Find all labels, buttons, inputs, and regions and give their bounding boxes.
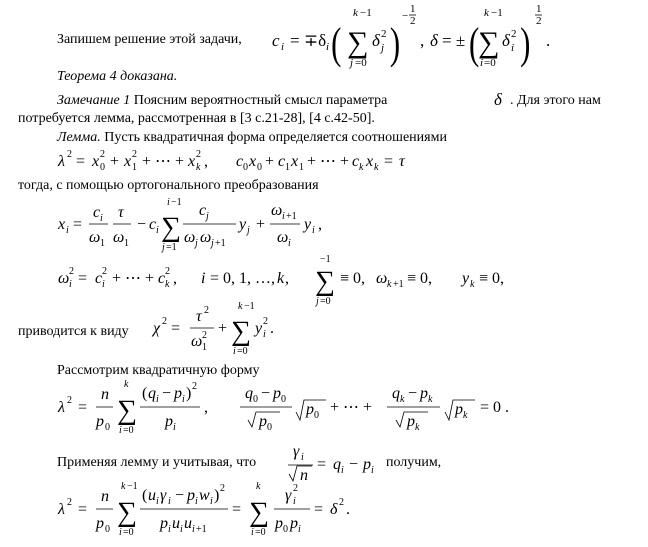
- svg-text:k: k: [238, 301, 243, 312]
- obtain-text: получим,: [386, 455, 442, 470]
- svg-text:p: p: [290, 515, 298, 532]
- svg-text:p: p: [259, 413, 267, 430]
- svg-text:c: c: [352, 153, 360, 170]
- svg-text:): ): [186, 385, 192, 402]
- svg-text:i: i: [167, 197, 170, 208]
- svg-text:2: 2: [220, 483, 225, 494]
- svg-text:0: 0: [267, 422, 272, 433]
- svg-text:(: (: [469, 19, 480, 69]
- svg-text:=: =: [171, 320, 181, 337]
- formula-delta: [430, 3, 550, 69]
- svg-text:= ±: = ±: [442, 31, 466, 50]
- svg-text:j: j: [247, 225, 250, 236]
- formula-ci: [272, 3, 424, 69]
- svg-text:p: p: [455, 401, 463, 418]
- svg-text:i: i: [156, 225, 159, 236]
- svg-text:,: ,: [318, 216, 322, 233]
- svg-text:i: i: [312, 225, 315, 236]
- svg-text:,: ,: [204, 153, 208, 170]
- svg-text:2: 2: [67, 395, 72, 406]
- svg-text:i: i: [371, 465, 374, 476]
- svg-text:+1: +1: [393, 279, 404, 290]
- svg-text:i: i: [233, 346, 236, 357]
- svg-text:∑: ∑: [161, 212, 181, 243]
- svg-text:i: i: [66, 225, 69, 236]
- svg-text:i: i: [100, 213, 103, 224]
- svg-text:2: 2: [511, 28, 517, 40]
- svg-text:p: p: [96, 413, 104, 430]
- svg-text:−1: −1: [320, 254, 331, 265]
- svg-text:n: n: [101, 488, 109, 505]
- svg-text:y: y: [239, 216, 247, 233]
- svg-text:2: 2: [67, 497, 72, 508]
- svg-text:−: −: [349, 456, 359, 473]
- svg-text:u: u: [172, 515, 180, 532]
- svg-text:1: 1: [285, 162, 290, 173]
- svg-text:0: 0: [314, 410, 319, 421]
- svg-text:γ: γ: [293, 443, 300, 460]
- svg-text:i: i: [201, 270, 206, 287]
- svg-text:−: −: [261, 385, 271, 402]
- svg-text:=0: =0: [237, 346, 248, 357]
- svg-text:=: =: [78, 270, 88, 287]
- ortho-text: тогда, с помощью ортогонального преобразования: [18, 178, 319, 193]
- svg-text:i: i: [173, 422, 176, 433]
- svg-text:=0: =0: [320, 296, 331, 307]
- svg-text:0: 0: [105, 422, 110, 433]
- svg-text:= 0, 1, …,: = 0, 1, …,: [210, 270, 276, 287]
- svg-text:0: 0: [105, 524, 110, 535]
- svg-text:=0: =0: [484, 57, 496, 69]
- svg-text:,: ,: [285, 270, 289, 287]
- svg-text:i: i: [168, 496, 171, 507]
- svg-text:p: p: [187, 487, 195, 504]
- lemma-line: [57, 129, 447, 146]
- formula-omega: [58, 254, 504, 307]
- svg-text:ω: ω: [58, 270, 70, 287]
- svg-text:x: x: [291, 153, 299, 170]
- svg-text:ω: ω: [376, 270, 388, 287]
- svg-text:=1: =1: [166, 242, 177, 253]
- svg-text:−: −: [162, 385, 172, 402]
- svg-text:(: (: [142, 487, 148, 504]
- svg-text:−1: −1: [360, 7, 372, 19]
- svg-text:i: i: [168, 524, 171, 535]
- svg-text:p: p: [407, 413, 415, 430]
- remark-line-end: . Для этого нам: [510, 93, 601, 108]
- svg-text:1: 1: [202, 342, 207, 353]
- svg-text:k: k: [428, 394, 433, 405]
- svg-text:+: +: [256, 216, 266, 233]
- svg-text:1: 1: [124, 238, 129, 249]
- formula-lambda-def: [57, 149, 406, 173]
- svg-text:i: i: [293, 496, 296, 507]
- svg-text:+1: +1: [215, 238, 226, 249]
- svg-text:(: (: [331, 19, 342, 69]
- svg-text:p: p: [96, 515, 104, 532]
- svg-text:2: 2: [162, 316, 167, 327]
- svg-text:−1: −1: [127, 481, 138, 492]
- svg-text:−: −: [175, 487, 185, 504]
- svg-text:= 0 .: = 0 .: [480, 399, 510, 416]
- svg-text:p: p: [165, 413, 173, 430]
- svg-text:x: x: [188, 153, 196, 170]
- svg-text:k: k: [470, 279, 475, 290]
- svg-text:=: =: [314, 501, 324, 518]
- svg-text:j: j: [195, 238, 198, 249]
- svg-text:ω: ω: [191, 333, 203, 350]
- svg-text:i: i: [192, 524, 195, 535]
- svg-text:p: p: [174, 385, 182, 402]
- applying-text: Применяя лемму и учитывая, что: [57, 455, 257, 470]
- svg-text:p: p: [273, 385, 281, 402]
- formula-chi: [151, 301, 274, 357]
- formula-transform: [57, 197, 322, 253]
- remark-label: Замечание 1: [57, 93, 131, 108]
- svg-text:γ: γ: [160, 487, 167, 504]
- svg-text:λ: λ: [58, 153, 65, 170]
- svg-text:=: =: [73, 216, 83, 233]
- svg-text:0: 0: [257, 162, 262, 173]
- svg-text:k: k: [359, 162, 364, 173]
- svg-text:p: p: [306, 401, 314, 418]
- remark-text: Поясним вероятностный смысл параметра: [130, 93, 388, 108]
- svg-text:∑: ∑: [117, 395, 137, 426]
- svg-text:0: 0: [281, 394, 286, 405]
- lemma-text: Пусть квадратичная форма определяется соотношениями: [100, 130, 447, 145]
- svg-text:i: i: [156, 496, 159, 507]
- svg-text:,: ,: [204, 399, 208, 416]
- svg-text:.: .: [546, 31, 551, 50]
- svg-text:,: ,: [420, 31, 425, 50]
- svg-text:2: 2: [202, 330, 207, 341]
- svg-text:j: j: [350, 57, 354, 69]
- svg-text:c: c: [236, 153, 244, 170]
- svg-text:c: c: [95, 270, 103, 287]
- solution-intro: Запишем решение этой задачи,: [57, 32, 242, 47]
- formula-gamma: [288, 443, 374, 484]
- lemma-label: Лемма.: [57, 130, 101, 145]
- svg-text:p: p: [363, 456, 371, 473]
- svg-text:k: k: [400, 394, 405, 405]
- svg-text:u: u: [148, 487, 156, 504]
- svg-text:.: .: [270, 320, 274, 337]
- svg-text:k: k: [484, 7, 489, 19]
- svg-text:+ ⋯ +: + ⋯ +: [112, 270, 155, 287]
- svg-text:−1: −1: [171, 197, 182, 208]
- svg-text:x: x: [366, 153, 374, 170]
- svg-text:∑: ∑: [478, 26, 500, 59]
- svg-text:≡ 0,: ≡ 0,: [340, 270, 366, 287]
- svg-text:+ ⋯ +: + ⋯ +: [330, 399, 373, 416]
- formula-final: [57, 481, 350, 538]
- svg-text:k: k: [121, 481, 126, 492]
- svg-text:i: i: [182, 394, 185, 405]
- svg-text:j: j: [316, 296, 319, 307]
- svg-text:=0: =0: [355, 57, 367, 69]
- svg-text:τ: τ: [196, 308, 202, 325]
- svg-text:c: c: [93, 204, 101, 221]
- svg-text:τ: τ: [118, 204, 124, 221]
- svg-text:): ): [520, 19, 531, 69]
- consider-text: Рассмотрим квадратичную форму: [57, 363, 260, 378]
- svg-text:2: 2: [410, 15, 416, 27]
- svg-text:+1: +1: [286, 211, 297, 222]
- svg-text:+ ⋯ +: + ⋯ +: [307, 153, 350, 170]
- svg-text:j: j: [381, 42, 385, 54]
- svg-text:=0: =0: [123, 425, 134, 436]
- svg-text:i: i: [301, 452, 304, 463]
- svg-text:=0: =0: [255, 527, 266, 538]
- svg-text:i: i: [288, 238, 291, 249]
- svg-text:δ: δ: [502, 31, 510, 50]
- reduces-text: приводится к виду: [18, 324, 129, 339]
- svg-text:1: 1: [100, 238, 105, 249]
- svg-text:q: q: [148, 385, 156, 402]
- svg-text:1: 1: [299, 162, 304, 173]
- svg-text:k: k: [374, 162, 379, 173]
- svg-text:2: 2: [69, 266, 74, 277]
- svg-text:δ: δ: [430, 31, 438, 50]
- svg-text:−1: −1: [244, 301, 255, 312]
- svg-text:∑: ∑: [117, 497, 137, 528]
- svg-text:,: ,: [173, 270, 177, 287]
- svg-text:∑: ∑: [315, 266, 335, 297]
- svg-text:p: p: [275, 515, 283, 532]
- svg-text:): ): [389, 19, 401, 69]
- svg-text:i: i: [119, 425, 122, 436]
- svg-text:ω: ω: [277, 229, 289, 246]
- svg-text:1: 1: [536, 3, 542, 15]
- svg-text:x: x: [124, 153, 132, 170]
- svg-text:∑: ∑: [347, 26, 369, 59]
- svg-text:ω: ω: [89, 229, 101, 246]
- svg-text:ω: ω: [271, 202, 283, 219]
- svg-text:δ: δ: [372, 31, 380, 50]
- svg-text:=0: =0: [123, 527, 134, 538]
- svg-text:n: n: [300, 467, 308, 484]
- svg-text:ω: ω: [113, 229, 125, 246]
- svg-text:c: c: [278, 153, 286, 170]
- delta-symbol: δ: [494, 90, 502, 109]
- svg-text:0: 0: [243, 162, 248, 173]
- svg-text:i: i: [326, 41, 330, 53]
- svg-text:y: y: [304, 216, 312, 233]
- svg-text:k: k: [124, 379, 129, 390]
- svg-text:q: q: [392, 385, 400, 402]
- svg-text:≡ 0,: ≡ 0,: [479, 270, 505, 287]
- svg-text:=: =: [78, 399, 88, 416]
- svg-text:i: i: [263, 329, 266, 340]
- svg-text:c: c: [199, 202, 207, 219]
- svg-text:i: i: [341, 465, 344, 476]
- svg-text:τ: τ: [399, 153, 405, 170]
- svg-text:2: 2: [536, 15, 542, 27]
- svg-text:χ: χ: [153, 320, 161, 337]
- svg-text:.: .: [346, 501, 350, 518]
- svg-text:γ: γ: [285, 487, 292, 504]
- svg-text:x: x: [58, 216, 66, 233]
- svg-text:i: i: [195, 496, 198, 507]
- svg-text:p: p: [420, 385, 428, 402]
- svg-text:u: u: [184, 515, 192, 532]
- svg-text:): ): [214, 487, 220, 504]
- svg-text:0: 0: [283, 524, 288, 535]
- svg-text:(: (: [142, 385, 148, 402]
- svg-text:k: k: [387, 279, 392, 290]
- formula-quadratic: [57, 379, 509, 436]
- svg-text:2: 2: [165, 266, 170, 277]
- svg-text:ω: ω: [200, 229, 212, 246]
- svg-text:2: 2: [293, 483, 298, 494]
- svg-text:i: i: [511, 42, 515, 54]
- svg-text:k: k: [196, 162, 201, 173]
- svg-text:= ∓δ: = ∓δ: [290, 31, 327, 50]
- svg-text:≡ 0,: ≡ 0,: [407, 270, 433, 287]
- svg-text:k: k: [415, 422, 420, 433]
- svg-text:λ: λ: [58, 399, 65, 416]
- svg-text:q: q: [245, 385, 253, 402]
- svg-text:i: i: [281, 41, 285, 53]
- svg-text:i: i: [298, 524, 301, 535]
- svg-text:+: +: [265, 153, 275, 170]
- svg-text:=: =: [76, 153, 86, 170]
- svg-text:2: 2: [132, 149, 137, 160]
- svg-text:∑: ∑: [249, 497, 269, 528]
- svg-text:c: c: [272, 31, 280, 50]
- svg-text:i: i: [69, 279, 72, 290]
- svg-text:k: k: [353, 7, 358, 19]
- svg-text:k: k: [256, 481, 261, 492]
- svg-text:δ: δ: [330, 501, 338, 518]
- svg-text:2: 2: [339, 497, 344, 508]
- svg-text:j: j: [206, 211, 209, 222]
- svg-text:p: p: [160, 515, 168, 532]
- svg-text:i: i: [251, 527, 254, 538]
- svg-text:1: 1: [132, 162, 137, 173]
- svg-text:j: j: [211, 238, 214, 249]
- svg-text:c: c: [158, 270, 166, 287]
- svg-text:∑: ∑: [231, 316, 251, 347]
- svg-text:0: 0: [253, 394, 258, 405]
- svg-text:i: i: [102, 279, 105, 290]
- svg-text:n: n: [101, 386, 109, 403]
- svg-text:i: i: [480, 57, 484, 69]
- svg-text:2: 2: [100, 149, 105, 160]
- remark-line-2: потребуется лемма, рассмотренная в [3 с.21-28], [4 с.42-50].: [18, 111, 375, 126]
- svg-text:w: w: [199, 487, 210, 504]
- svg-text:2: 2: [102, 266, 107, 277]
- svg-text:c: c: [149, 216, 157, 233]
- svg-text:x: x: [249, 153, 257, 170]
- svg-text:k: k: [277, 270, 285, 287]
- svg-text:1: 1: [410, 3, 416, 15]
- svg-text:−1: −1: [491, 7, 503, 19]
- svg-text:i: i: [119, 527, 122, 538]
- svg-text:−: −: [408, 385, 418, 402]
- svg-text:2: 2: [67, 149, 72, 160]
- remark-line: [57, 92, 387, 109]
- svg-text:=: =: [232, 501, 242, 518]
- svg-text:−: −: [137, 216, 147, 233]
- svg-text:=: =: [78, 501, 88, 518]
- svg-text:+: +: [218, 320, 228, 337]
- svg-text:+: +: [110, 153, 120, 170]
- svg-text:i: i: [180, 524, 183, 535]
- svg-text:y: y: [462, 270, 470, 287]
- svg-text:y: y: [255, 320, 263, 337]
- svg-text:ω: ω: [184, 229, 196, 246]
- svg-text:2: 2: [204, 305, 209, 316]
- svg-text:x: x: [92, 153, 100, 170]
- svg-text:j: j: [162, 242, 165, 253]
- svg-text:i: i: [282, 211, 285, 222]
- svg-text:0: 0: [100, 162, 105, 173]
- svg-text:k: k: [165, 279, 170, 290]
- svg-text:i: i: [156, 394, 159, 405]
- svg-text:=: =: [384, 153, 394, 170]
- theorem-done: Теорема 4 доказана.: [57, 69, 178, 84]
- svg-text:−: −: [402, 10, 409, 22]
- svg-text:q: q: [333, 456, 341, 473]
- svg-text:+1: +1: [196, 524, 207, 535]
- svg-text:2: 2: [192, 381, 197, 392]
- svg-text:i: i: [210, 496, 213, 507]
- svg-text:2: 2: [381, 28, 387, 40]
- svg-text:k: k: [463, 410, 468, 421]
- svg-text:2: 2: [263, 316, 268, 327]
- svg-text:λ: λ: [58, 501, 65, 518]
- svg-text:2: 2: [196, 149, 201, 160]
- svg-text:+ ⋯ +: + ⋯ +: [142, 153, 185, 170]
- svg-text:=: =: [317, 456, 327, 473]
